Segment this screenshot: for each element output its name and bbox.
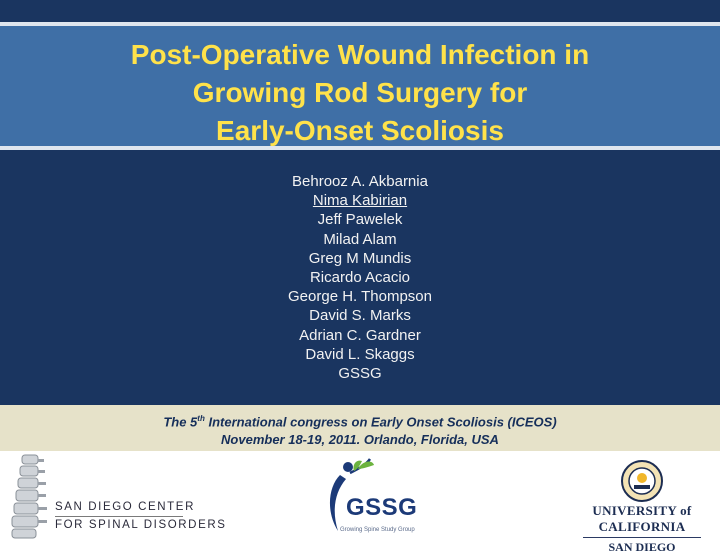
logo-footer — [0, 451, 720, 554]
author-2-presenter: Nima Kabirian — [312, 192, 408, 210]
conference-line-2: November 18-19, 2011. Orlando, Florida, USA — [221, 432, 499, 447]
title-line-3: Early-Onset Scoliosis — [216, 115, 504, 146]
sdc-logo — [55, 501, 227, 532]
author-10: David L. Skaggs — [305, 345, 415, 363]
author-1: Behrooz A. Akbarnia — [292, 173, 428, 190]
uc-divider — [583, 537, 701, 538]
author-7: George H. Thompson — [288, 288, 432, 306]
sdc-line-2: FOR SPINAL DISORDERS — [55, 519, 227, 531]
conference-suffix: International congress on Early Onset Scoliosis (ICEOS) — [204, 414, 557, 430]
title-line-1: Post-Operative Wound Infection in — [130, 39, 590, 70]
gssg-wordmark: GSSG — [346, 494, 418, 521]
conference-band — [0, 405, 720, 451]
spine-logo-icon — [4, 453, 52, 539]
author-8: David S. Marks — [309, 307, 411, 325]
conference-sup: th — [197, 414, 205, 423]
author-6: Ricardo Acacio — [309, 269, 411, 287]
uc-san-diego-logo — [572, 503, 712, 555]
slide-title — [0, 36, 720, 150]
author-list — [0, 172, 720, 383]
title-band — [0, 22, 720, 150]
author-5: Greg M Mundis — [308, 249, 412, 267]
author-4: Milad Alam — [323, 230, 397, 248]
uc-line-2: SAN DIEGO — [608, 540, 676, 554]
uc-line-1: UNIVERSITY of CALIFORNIA — [592, 503, 692, 534]
conference-line-1 — [0, 414, 720, 429]
author-9: Adrian C. Gardner — [299, 326, 421, 344]
author-3: Jeff Pawelek — [317, 211, 403, 229]
uc-seal-icon — [620, 459, 664, 503]
conference-prefix: The 5 — [163, 414, 198, 430]
sdc-line-1: SAN DIEGO CENTER — [55, 501, 195, 513]
gssg-subtitle: Growing Spine Study Group — [340, 527, 415, 533]
sdc-divider — [55, 516, 183, 517]
author-11: GSSG — [338, 365, 382, 383]
title-line-2: Growing Rod Surgery for — [192, 77, 528, 108]
